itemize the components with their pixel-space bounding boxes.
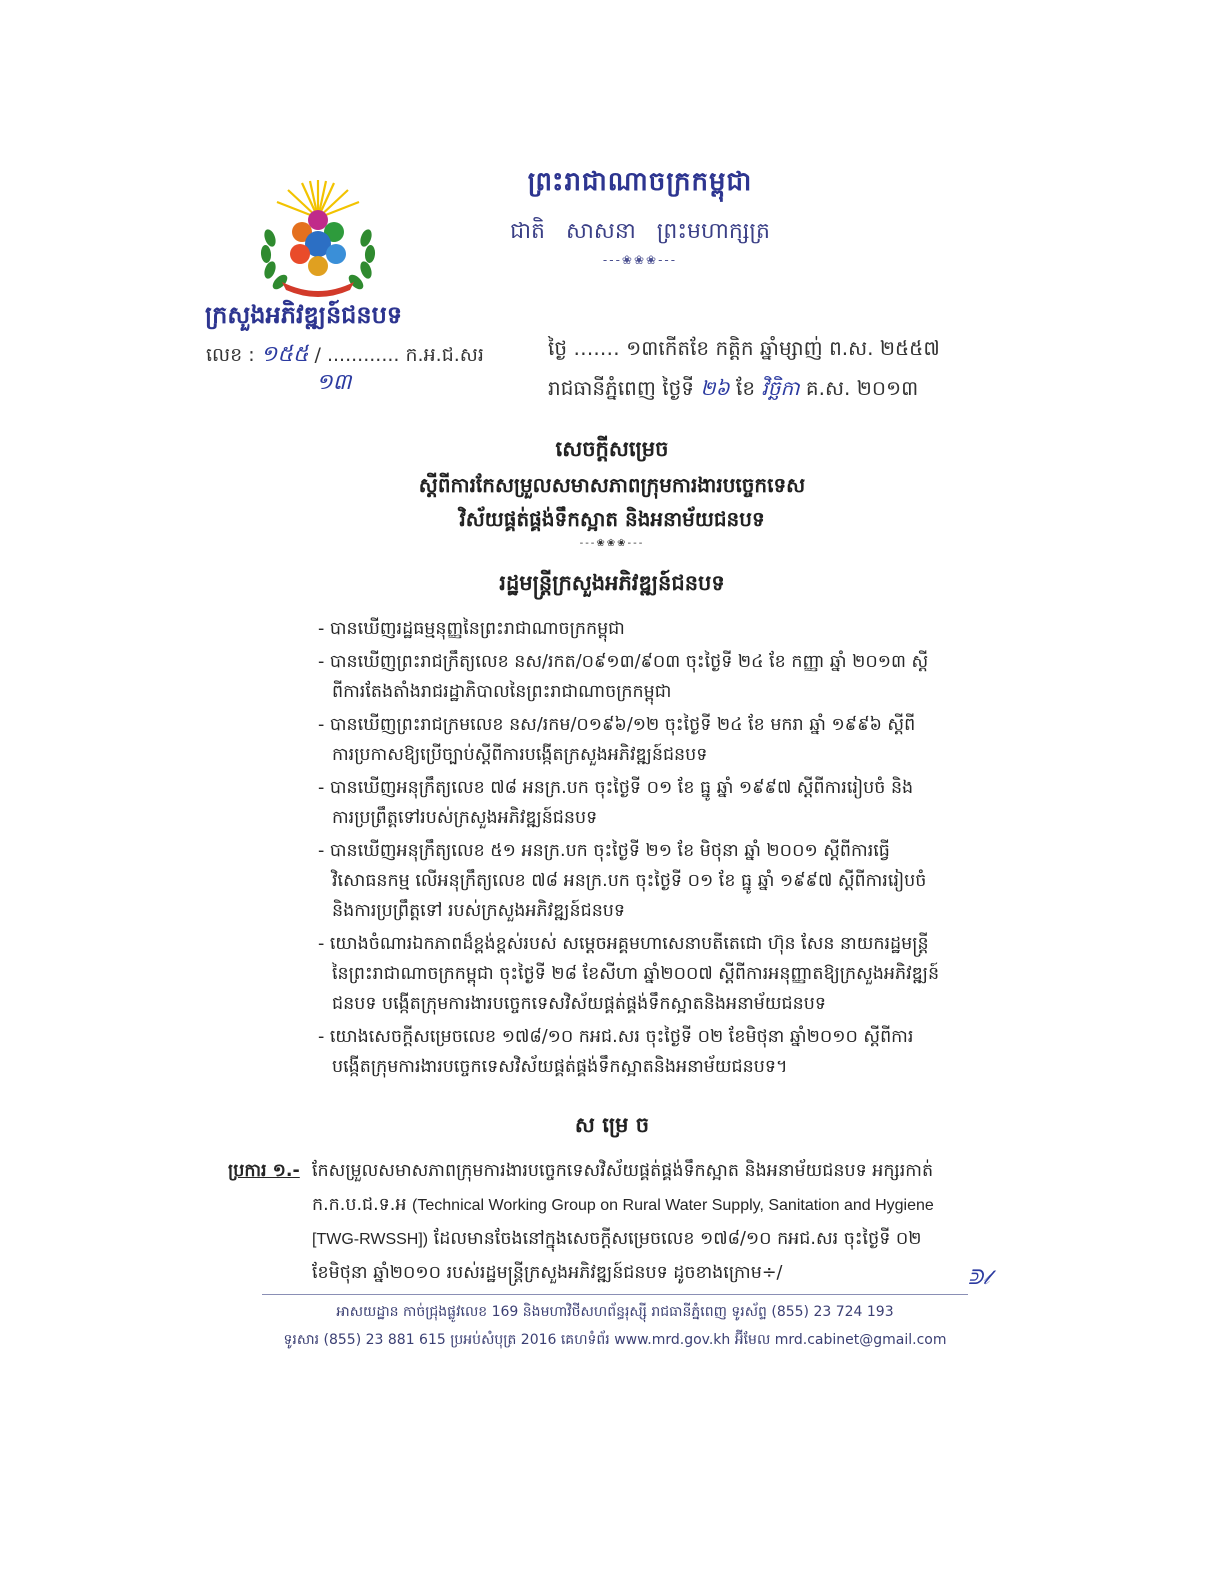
- recital-item: - យោងចំណារឯកភាពដ៏ខ្ពង់ខ្ពស់របស់ សម្តេចអគ្គមហាសេនាបតីតេជោ ហ៊ុន សែន នាយករដ្ឋមន្ត្រី នៃព្រះរាជាណាចក្រកម្ពុជា ចុះថ្ងៃទី ២៨ ខែសីហា ឆ្នាំ២០០៧ ស្តីពីការអនុញ្ញាតឱ្យក្រសួងអភិវឌ្ឍន៍ ជនបទ បង្កើតក្រុមការងារបច្ចេកទេសវិស័យផ្គត់ផ្គង់ទឹកស្អាតនិងអនាម័យជនបទ: [318, 934, 940, 1014]
- title-ornament: ---❀❀❀---: [579, 538, 645, 549]
- reference-number: លេខ : ១៥៥ / ............ ក.អ.ជ.សរ ១៣: [206, 340, 484, 372]
- recital-item: - បានឃើញអនុក្រឹត្យលេខ ៧៨ អនក្រ.បក ចុះថ្ងៃទី ០១ ខែ ធ្នូ ឆ្នាំ ១៩៩៧ ស្តីពីការរៀបចំ និង ការប្រព្រឹត្តទៅរបស់ក្រសួងអភិវឌ្ឍន៍ជនបទ: [318, 778, 914, 828]
- reference-number-value: ១៥៥: [260, 342, 309, 367]
- article-line-1: កែសម្រួលសមាសភាពក្រុមការងារបច្ចេកទេសវិស័យផ្គត់ផ្គង់ទឹកស្អាត និងអនាម័យជនបទ អក្សរកាត់: [312, 1161, 934, 1181]
- solar-day: ២៦: [700, 376, 730, 400]
- reference-suffix: ក.អ.ជ.សរ: [405, 344, 484, 366]
- recitals-list: [318, 614, 1008, 1085]
- minister-heading: រដ្ឋមន្ត្រីក្រសួងអភិវឌ្ឍន៍ជនបទ: [499, 571, 725, 595]
- reference-label: លេខ :: [206, 344, 255, 366]
- handwritten-initials: ᕲ𝓁: [968, 1265, 990, 1289]
- decision-title: សេចក្តីសម្រេច: [555, 437, 669, 461]
- article-line-4: ខែមិថុនា ឆ្នាំ២០១០ របស់រដ្ឋមន្ត្រីក្រសួងអភិវឌ្ឍន៍ជនបទ ដូចខាងក្រោម÷/: [312, 1263, 783, 1283]
- document-date: [548, 335, 1028, 415]
- subject-line-1: ស្តីពីការកែសម្រួលសមាសភាពក្រុមការងារបច្ចេកទេស: [418, 473, 806, 497]
- kingdom-header: [430, 165, 850, 267]
- solar-date: រាជធានីភ្នំពេញ ថ្ងៃទី ២៦ ខែ វិច្ឆិកា គ.ស. ២០១៣: [548, 376, 919, 400]
- recital-item: - បានឃើញព្រះរាជក្រឹត្យលេខ នស/រកត/០៩១៣/៩០៣ ចុះថ្ងៃទី ២៤ ខែ កញ្ញា ឆ្នាំ ២០១៣ ស្តី ពីការតែងតាំងរាជរដ្ឋាភិបាលនៃព្រះរាជាណាចក្រកម្ពុជា: [318, 652, 929, 702]
- solar-month: វិច្ឆិកា: [761, 376, 800, 400]
- lunar-date: ថ្ងៃ ….… ១៣កើតខែ កត្តិក ឆ្នាំម្សាញ់ ព.ស. ២៥៥៧: [548, 336, 940, 360]
- kingdom-title: ព្រះរាជាណាចក្រកម្ពុជា: [527, 167, 753, 197]
- recital-item: - បានឃើញរដ្ឋធម្មនុញ្ញនៃព្រះរាជាណាចក្រកម្ពុជា: [318, 619, 625, 639]
- ministry-name: ក្រសួងអភិវឌ្ឍន៍ជនបទ: [205, 301, 403, 329]
- article-line-3: [TWG-RWSSH]) ដែលមានចែងនៅក្នុងសេចក្តីសម្រេចលេខ ១៧៨/១០ កអជ.សរ ចុះថ្ងៃទី ០២: [312, 1229, 922, 1249]
- header-ornament: ---❀❀❀---: [602, 253, 678, 267]
- ribbon-icon: [282, 282, 354, 297]
- recital-item: - បានឃើញអនុក្រឹត្យលេខ ៥១ អនក្រ.បក ចុះថ្ងៃទី ២១ ខែ មិថុនា ឆ្នាំ ២០០១ ស្តីពីការធ្វើ វិសោធនកម្ម លើអនុក្រឹត្យលេខ ៧៨ អនក្រ.បក ចុះថ្ងៃទី ០១ ខែ ធ្នូ ឆ្នាំ ១៩៩៧ ស្តីពីការរៀបចំ និងការប្រព្រឹត្តទៅ របស់ក្រសួងអភិវឌ្ឍន៍ជនបទ: [318, 841, 927, 921]
- ministry-logo: [252, 178, 384, 302]
- national-motto: ជាតិ សាសនា ព្រះមហាក្សត្រ: [510, 219, 770, 244]
- footer-address: អាសយដ្ឋាន កាច់ជ្រុងផ្លូវលេខ 169 និងមហាវិថីសហព័ន្ធរុស្ស៊ី រាជធានីភ្នំពេញ ទូរស័ព្ទ (855) 23 724 193: [336, 1304, 894, 1320]
- article-label: ប្រការ ១.-: [228, 1161, 300, 1181]
- subject-line-2: វិស័យផ្គត់ផ្គង់ទឹកស្អាត និងអនាម័យជនបទ: [459, 507, 765, 531]
- decides-heading: ស ម្រេ ច: [574, 1113, 650, 1137]
- emblem-circles-icon: [290, 210, 346, 276]
- article-line-2: ក.ក.ប.ជ.ទ.អ (Technical Working Group on Rural Water Supply, Sanitation and Hygiene: [312, 1195, 934, 1215]
- recital-item: - យោងសេចក្តីសម្រេចលេខ ១៧៨/១០ កអជ.សរ ចុះថ្ងៃទី ០២ ខែមិថុនា ឆ្នាំ២០១០ ស្តីពីការ បង្កើតក្រុមការងារបច្ចេកទេសវិស័យផ្គត់ផ្គង់ទឹកស្អាតនិងអនាម័យជនបទ។: [318, 1027, 914, 1077]
- reference-year: ១៣: [316, 370, 352, 395]
- recital-item: - បានឃើញព្រះរាជក្រមលេខ នស/រកម/០១៩៦/១២ ចុះថ្ងៃទី ២៤ ខែ មករា ឆ្នាំ ១៩៩៦ ស្តីពី ការប្រកាសឱ្យប្រើច្បាប់ស្តីពីការបង្កើតក្រសួងអភិវឌ្ឍន៍ជនបទ: [318, 715, 916, 765]
- footer-divider: [262, 1294, 968, 1295]
- footer-contact: ទូរសារ (855) 23 881 615 ប្រអប់សំបុត្រ 2016 គេហទំព័រ www.mrd.gov.kh អ៊ីមែល mrd.cabinet@gmail.com: [283, 1332, 947, 1348]
